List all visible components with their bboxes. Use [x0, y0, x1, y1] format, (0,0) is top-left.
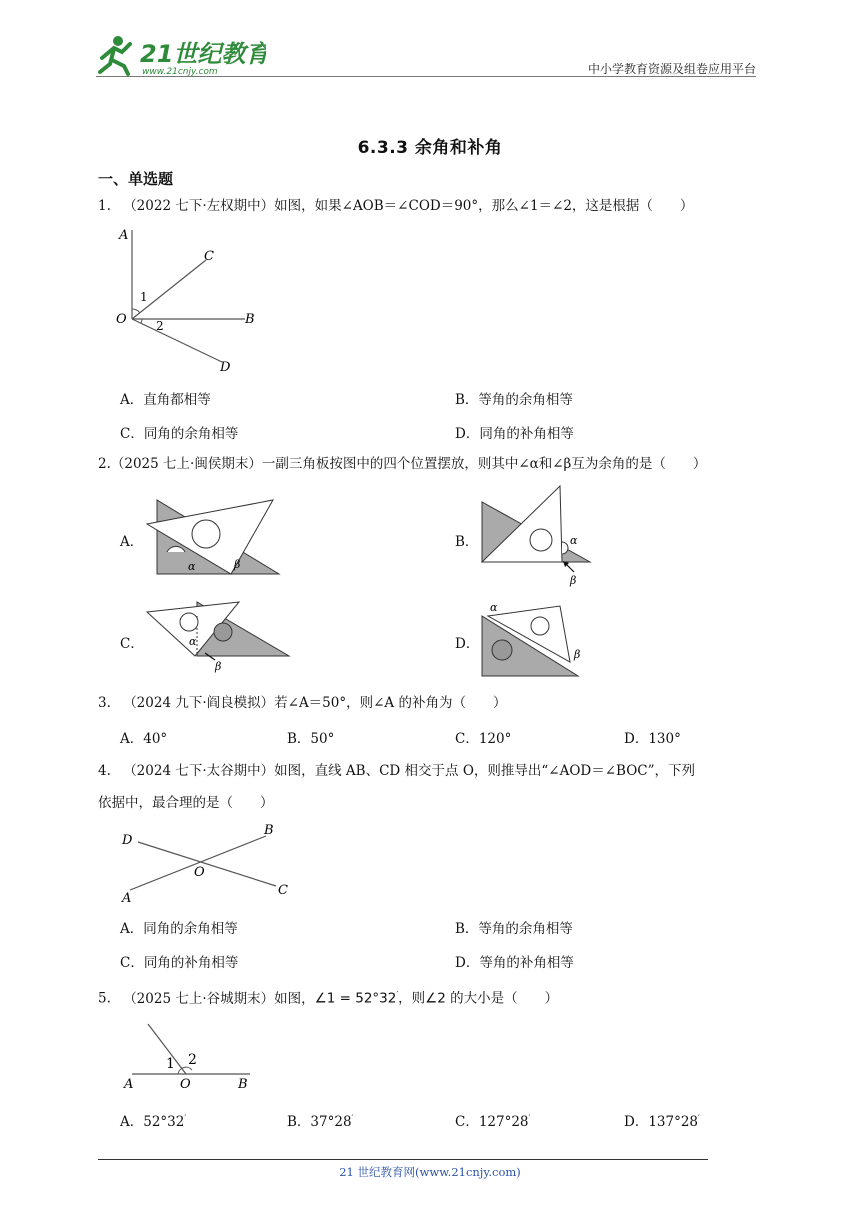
option-4a[interactable]: A．同角的余角相等 — [120, 921, 238, 937]
label-A: A — [124, 1077, 134, 1091]
label-alpha: α — [490, 601, 498, 614]
logo-url: www.21cnjy.com — [142, 67, 218, 77]
label-alpha: α — [188, 560, 196, 573]
header-divider — [96, 76, 756, 77]
question-number: 5. — [98, 990, 111, 1007]
option-3c[interactable]: C．120° — [455, 731, 512, 747]
prime-mark: ′ — [396, 990, 399, 999]
question-number: 4. — [98, 763, 111, 779]
logo-text: 21世纪教育 — [140, 40, 266, 68]
footer-divider — [98, 1159, 708, 1160]
label-1: 1 — [140, 290, 148, 304]
option-4b[interactable]: B．等角的余角相等 — [455, 921, 573, 937]
option-5c[interactable]: C．127°28′ — [455, 1113, 531, 1130]
question-text: （2025 七上·谷城期末）如图， — [123, 990, 315, 1007]
footer-link[interactable]: 21 世纪教育网(www.21cnjy.com) — [339, 1165, 521, 1179]
label-alpha: α — [189, 635, 197, 648]
label-beta: β — [570, 574, 577, 587]
label-C: C — [204, 249, 214, 264]
option-2d[interactable]: D． — [455, 636, 480, 652]
option-2a[interactable]: A． — [120, 534, 144, 550]
question-2 — [98, 453, 706, 475]
page-title: 6.3.3 余角和补角 — [357, 138, 503, 158]
question-5 — [98, 984, 558, 1010]
option-3d[interactable]: D．130° — [624, 731, 681, 747]
option-1b[interactable]: B．等角的余角相等 — [455, 392, 573, 408]
question-1 — [98, 195, 693, 217]
section-heading: 一、单选题 — [98, 170, 174, 188]
question-text-3: 的大小是（ ） — [445, 990, 559, 1007]
label-D: D — [220, 360, 231, 375]
label-beta: β — [234, 558, 241, 571]
formula-angle1: ∠1 = 52°32 — [314, 990, 397, 1007]
question-text: 2.（2025 七上·闽侯期末）一副三角板按图中的四个位置摆放，则其中∠α和∠β互为余角的是（ ） — [98, 456, 707, 472]
label-O: O — [194, 865, 205, 880]
label-1: 1 — [166, 1056, 175, 1072]
question-text-2: ，则 — [398, 990, 426, 1007]
label-beta: β — [215, 660, 222, 673]
question-number: 1. — [98, 198, 111, 214]
label-C: C — [278, 883, 288, 898]
question-4-line2: 依据中，最合理的是（ ） — [98, 795, 274, 811]
figure-q2a — [145, 494, 285, 579]
option-5d[interactable]: D．137°28′ — [624, 1113, 700, 1130]
figure-q1 — [110, 222, 280, 377]
label-O: O — [180, 1077, 191, 1091]
option-2c[interactable]: C． — [120, 636, 144, 652]
question-4 — [98, 760, 695, 782]
question-text: （2022 七下·左权期中）如图，如果∠AOB＝∠COD＝90°，那么∠1＝∠2，这是根据（ ） — [123, 198, 694, 214]
option-3a[interactable]: A．40° — [120, 731, 168, 747]
option-1a[interactable]: A．直角都相等 — [120, 392, 211, 408]
label-B: B — [264, 823, 274, 838]
option-5b[interactable]: B．37°28′ — [287, 1113, 354, 1130]
question-number: 3. — [98, 695, 111, 711]
label-O: O — [116, 312, 127, 327]
formula-angle2: ∠2 — [425, 990, 446, 1007]
label-B: B — [245, 312, 255, 327]
option-1c[interactable]: C．同角的余角相等 — [120, 426, 239, 442]
label-alpha: α — [570, 534, 578, 547]
option-2b[interactable]: B． — [455, 534, 479, 550]
label-A: A — [122, 891, 132, 905]
brand-logo — [96, 32, 266, 78]
label-B: B — [238, 1077, 248, 1091]
label-2: 2 — [188, 1052, 197, 1068]
figure-q5 — [118, 1016, 268, 1091]
option-5a[interactable]: A．52°32′ — [120, 1113, 187, 1130]
question-text: （2024 七下·太谷期中）如图，直线 AB、CD 相交于点 O，则推导出“∠AOD＝∠BOC”，下列 — [123, 763, 696, 779]
label-beta: β — [574, 648, 581, 661]
option-4c[interactable]: C．同角的补角相等 — [120, 955, 239, 971]
figure-q2c — [145, 598, 295, 673]
figure-q4 — [118, 820, 298, 905]
header-tagline: 中小学教育资源及组卷应用平台 — [587, 62, 756, 76]
figure-q2b — [478, 484, 598, 589]
label-2: 2 — [156, 319, 164, 333]
option-3b[interactable]: B．50° — [287, 731, 335, 747]
runner-icon — [100, 36, 130, 74]
question-3 — [98, 692, 506, 714]
option-4d[interactable]: D．等角的补角相等 — [455, 955, 574, 971]
question-text: （2024 九下·阎良模拟）若∠A＝50°，则∠A 的补角为（ ） — [123, 695, 507, 711]
label-D: D — [122, 833, 133, 848]
label-A: A — [119, 228, 129, 243]
figure-q2d — [478, 598, 598, 683]
option-1d[interactable]: D．同角的补角相等 — [455, 426, 574, 442]
